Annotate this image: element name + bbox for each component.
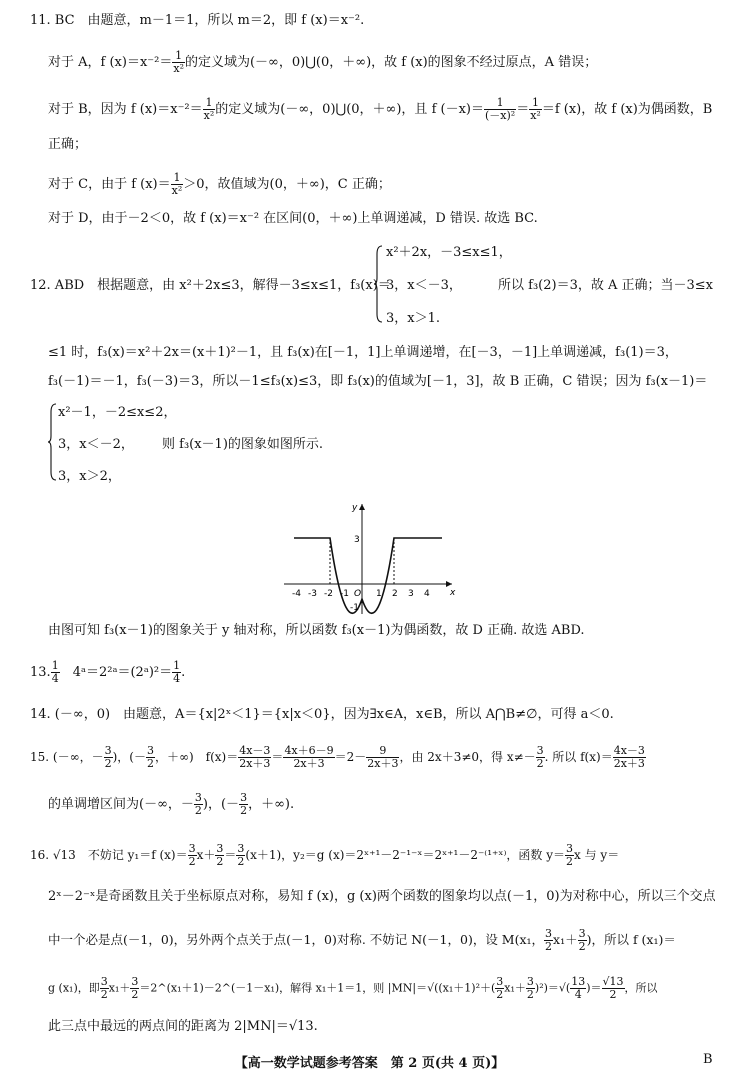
y-tick-neg1: -1 [350, 603, 359, 613]
q13-line: 13. $\frac{1}{4}$ 4ᵃ＝2²ᵃ＝(2ᵃ)²＝ $\frac{1}{4}$ . [30, 659, 186, 685]
fraction: $\frac{3}{2}$ [146, 744, 154, 770]
curve [294, 538, 442, 613]
fraction: $\frac{3}{2}$ [131, 975, 139, 1001]
function-graph [282, 498, 460, 616]
fraction: $\frac{13}{4}$ [571, 975, 586, 1001]
fraction: $\frac{3}{2}$ [104, 744, 112, 770]
fraction: $\frac{3}{2}$ [237, 842, 245, 868]
y-tick-3: 3 [354, 535, 360, 545]
q12-line2: ≤1 时，f₃(x)＝x²＋2x＝(x＋1)²－1，且 f₃(x)在[－1，1]上单调递增，在[－3，－1]上单调递减，f₃(1)＝3， [48, 345, 678, 360]
origin-label: O [354, 589, 362, 599]
x-tick: -1 [340, 589, 349, 599]
fraction: $\frac{4x-3}{2x+3}$ [239, 744, 271, 770]
fraction: $\frac{1}{\text{x²}}$ [171, 171, 183, 197]
y-axis-arrow [359, 504, 365, 510]
x-tick: 3 [408, 589, 414, 599]
x-tick: -3 [308, 589, 317, 599]
q16-line4: g (x₁)，即 $\frac{3}{2}$ x₁＋ $\frac{3}{2}$ ＝2^(x₁＋1)－2^(－1－x₁)，解得 x₁＋1＝1，则 |MN|＝√((x₁＋1)²＋( $\frac{3}{2}$ x₁＋ $\frac{3}{2}$ )²)＝√( $\frac{13}{4}$ )＝ $\frac{√13}{2}$ ，所以 [48, 975, 658, 1001]
fraction: $\frac{1}{\text{x²}}$ [530, 96, 541, 122]
fraction: $\frac{1}{\text{x²}}$ [203, 96, 215, 122]
q16-line1: 16. √13 不妨记 y₁＝f (x)＝ $\frac{3}{2}$ x＋ $\frac{3}{2}$ ＝ $\frac{3}{2}$ (x＋1)，y₂＝g (x)＝2ˣ⁺¹－2⁻¹⁻ˣ＝2ˣ⁺¹－2⁻⁽¹⁺ˣ⁾，函数 y＝ $\frac{3}{2}$ x 与 y＝ [30, 842, 620, 868]
q11-option-a: 对于 A，f (x)＝x⁻²＝ $\frac{1}{\text{x²}}$ 的定义域为(－∞，0)⋃(0，＋∞)，故 f (x)的图象不经过原点，A 错误； [48, 49, 598, 75]
q12-graph-caption: 则 f₃(x－1)的图象如图所示. [162, 437, 324, 452]
q11-option-b: 对于 B，因为 f (x)＝x⁻²＝ $\frac{1}{\text{x²}}$ 的定义域为(－∞，0)⋃(0，＋∞)，且 f (－x)＝ $\frac{1}{\text{(－x)²}}$ ＝ $\frac{1}{\text{x²}}$ ＝f (x)，故 f (x)为偶函数，B [48, 96, 713, 122]
piecewise-case-1: x²－1，－2≤x≤2， [58, 405, 177, 420]
fraction: $\frac{1}{\text{(－x)²}}$ [484, 96, 516, 122]
fraction: $\frac{1}{4}$ [51, 659, 59, 685]
fraction: $\frac{√13}{2}$ [602, 975, 624, 1001]
q11-line1: 11. BC 由题意，m－1＝1，所以 m＝2，即 f (x)＝x⁻². [30, 13, 365, 28]
fraction: $\frac{4x+6-9}{2x+3}$ [284, 744, 334, 770]
x-tick: 4 [424, 589, 430, 599]
x-axis-arrow [446, 581, 452, 587]
piecewise-case-2: 3，x＜－2， [58, 437, 134, 452]
x-tick: 2 [392, 589, 398, 599]
q12-line1-right: 所以 f₃(2)＝3，故 A 正确；当－3≤x [498, 278, 713, 293]
piecewise-case-3: 3，x＞2， [58, 469, 121, 484]
q14-line: 14. (－∞，0) 由题意，A＝{x|2ˣ＜1}＝{x|x＜0}，因为∃x∈A，x∈B，所以 A⋂B≠∅，可得 a＜0. [30, 707, 614, 722]
version-label: B [703, 1052, 713, 1067]
q11-option-d: 对于 D，由于－2＜0，故 f (x)＝x⁻² 在区间(0，＋∞)上单调递减，D 错误. 故选 BC. [48, 211, 538, 226]
fraction: $\frac{3}{2}$ [578, 927, 586, 953]
x-tick: -2 [324, 589, 333, 599]
x-tick: -4 [292, 589, 301, 599]
fraction: $\frac{3}{2}$ [194, 791, 202, 817]
q16-line3: 中一个必是点(－1，0)，另外两个点关于点(－1，0)对称. 不妨记 N(－1，0)，设 M(x₁， $\frac{3}{2}$ x₁＋ $\frac{3}{2}$ )，所以 f (x₁)＝ [48, 927, 676, 953]
piecewise-case-1: x²＋2x，－3≤x≤1， [386, 245, 512, 260]
q15-line1: 15. (－∞，－ $\frac{3}{2}$ )，(－ $\frac{3}{2}$ ，＋∞) f(x)＝ $\frac{4x-3}{2x+3}$ ＝ $\frac{4x+6-9}{2x+3}$ ＝2－ $\frac{9}{2x+3}$ ，由 2x＋3≠0，得 x≠－ $\frac{3}{2}$ . 所以 f(x)＝ $\frac{4x-3}{2x+3}$ [30, 744, 645, 770]
fraction: $\frac{3}{2}$ [216, 842, 224, 868]
fraction: $\frac{3}{2}$ [188, 842, 196, 868]
piecewise-case-3: 3，x＞1. [386, 311, 441, 326]
left-brace [48, 402, 58, 482]
piecewise-case-2: 3，x＜－3， [386, 278, 462, 293]
q16-line2: 2ˣ－2⁻ˣ是奇函数且关于坐标原点对称，易知 f (x)，g (x)两个函数的图象均以点(－1，0)为对称中心，所以三个交点 [48, 889, 716, 904]
fraction: $\frac{3}{2}$ [545, 927, 553, 953]
page-footer: 【高一数学试题参考答案 第 2 页(共 4 页)】 [234, 1056, 505, 1071]
q11-option-c: 对于 C，由于 f (x)＝ $\frac{1}{\text{x²}}$ ＞0，故值域为(0，＋∞)，C 正确； [48, 171, 391, 197]
fraction: $\frac{4x-3}{2x+3}$ [613, 744, 645, 770]
fraction: $\frac{1}{4}$ [173, 659, 181, 685]
fraction: $\frac{3}{2}$ [240, 791, 248, 817]
fraction: $\frac{3}{2}$ [566, 842, 574, 868]
fraction: $\frac{3}{2}$ [100, 975, 108, 1001]
fraction: $\frac{3}{2}$ [536, 744, 544, 770]
q12-line3: f₃(－1)＝－1，f₃(－3)＝3，所以－1≤f₃(x)≤3，即 f₃(x)的值域为[－1，3]，故 B 正确，C 错误；因为 f₃(x－1)＝ [48, 374, 708, 389]
fraction: $\frac{3}{2}$ [496, 975, 504, 1001]
x-tick: 1 [376, 589, 382, 599]
q15-line2: 的单调增区间为(－∞，－ $\frac{3}{2}$ )，(－ $\frac{3}{2}$ ，＋∞). [48, 791, 295, 817]
fraction: $\frac{9}{2x+3}$ [367, 744, 399, 770]
q12-conclusion: 由图可知 f₃(x－1)的图象关于 y 轴对称，所以函数 f₃(x－1)为偶函数，故 D 正确. 故选 ABD. [48, 623, 585, 638]
q11-option-b-cont: 正确； [48, 137, 88, 152]
fraction: $\frac{1}{\text{x²}}$ [173, 49, 184, 75]
x-axis-label: x [450, 588, 456, 598]
fraction: $\frac{3}{2}$ [526, 975, 534, 1001]
q12-line1: 12. ABD 根据题意，由 x²＋2x≤3，解得－3≤x≤1，f₃(x)＝ [30, 278, 391, 293]
q16-line5: 此三点中最远的两点间的距离为 2|MN|＝√13. [48, 1019, 318, 1034]
y-axis-label: y [352, 503, 358, 513]
